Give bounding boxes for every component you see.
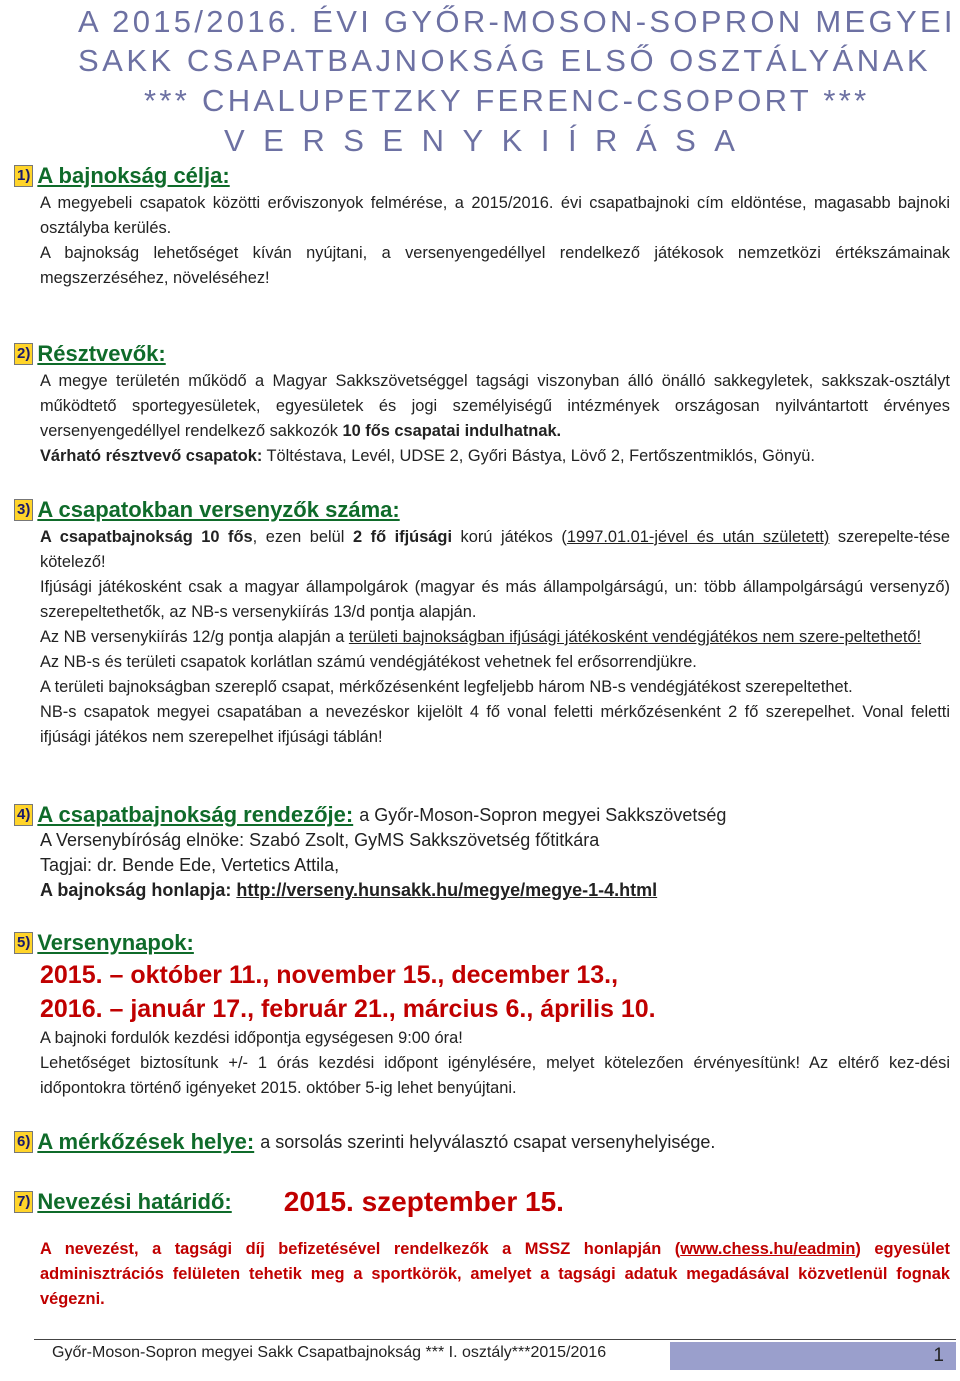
section-number: 6) [14, 1131, 33, 1153]
section-4 [14, 802, 950, 903]
match-dates-2016: 2016. – január 17., február 21., március 6., április 10. [40, 995, 656, 1023]
text: 2 fő ifjúsági [352, 528, 452, 546]
section-7 [14, 1185, 950, 1312]
text: szerepelte-tése kötelező! [40, 528, 950, 571]
section-heading-text: a Győr-Moson-Sopron megyei Sakkszövetség [359, 804, 727, 825]
label: Várható résztvevő csapatok: [40, 447, 263, 465]
section-number: 7) [14, 1191, 33, 1213]
section-heading: A bajnokság célja: [37, 163, 230, 188]
section-1 [14, 163, 950, 291]
deadline-date: 2015. szeptember 15. [283, 1186, 564, 1217]
section-number: 3) [14, 499, 33, 521]
paragraph: A megyebeli csapatok közötti erőviszonyok felmérése, a 2015/2016. évi csapatbajnoki cím eldöntése, magasabb bajnoki osztályba kerülés. [40, 194, 950, 237]
paragraph: NB-s csapatok megyei csapatában a nevezéskor kijelölt 4 fő vonal feletti mérkőzésenként 2 fő szerepelhet. Vonal feletti ifjúsági játékos nem szerepelhet ifjúsági táblán! [40, 703, 950, 746]
paragraph: Az NB-s és területi csapatok korlátlan számú vendégjátékost vehetnek fel erősorrendjükre. [40, 653, 697, 671]
section-number: 1) [14, 165, 33, 187]
section-6 [14, 1129, 950, 1155]
title-line-1: A 2015/2016. ÉVI GYŐR-MOSON-SOPRON MEGYEI [78, 4, 956, 39]
text: , ezen belül [252, 528, 353, 546]
paragraph [40, 625, 950, 650]
section-number: 4) [14, 804, 33, 826]
text: területi bajnokságban ifjúsági játékosként vendégjátékos nem szere-peltethető! [348, 628, 922, 646]
section-heading: Résztvevők: [37, 341, 166, 366]
paragraph: Ifjúsági játékosként csak a magyar állampolgárok (magyar és más állampolgárságú, un: több állampolgárságú versenyző) szerepeltethetők, az NB-s versenykiírás 13/d pontja alapján. [40, 578, 950, 621]
registration-link[interactable]: www.chess.hu/eadmin [680, 1240, 856, 1258]
label: A bajnokság honlapja: [40, 880, 237, 900]
text: A csapatbajnokság 10 fős [40, 528, 253, 546]
website-link[interactable]: http://verseny.hunsakk.hu/megye/megye-1-4.html [236, 880, 658, 900]
match-dates-2015: 2015. – október 11., november 15., december 13., [40, 961, 619, 989]
paragraph [40, 369, 950, 444]
paragraph [40, 444, 950, 469]
page-footer [34, 1339, 956, 1373]
section-heading: Nevezési határidő: [37, 1189, 232, 1214]
section-number: 5) [14, 932, 33, 954]
paragraph: A bajnokság lehetőséget kíván nyújtani, a versenyengedéllyel rendelkező játékosok nemzetközi értékszámainak megszerzéséhez, növeléséhez! [40, 244, 950, 287]
paragraph [40, 525, 950, 575]
paragraph: Tagjai: dr. Bende Ede, Vertetics Attila, [40, 855, 340, 875]
section-number: 2) [14, 343, 33, 365]
title-line-2: SAKK CSAPATBAJNOKSÁG ELSŐ OSZTÁLYÁNAK [78, 43, 932, 78]
paragraph: A Versenybíróság elnöke: Szabó Zsolt, GyMS Sakkszövetség főtitkára [40, 830, 600, 850]
footer-text: Győr-Moson-Sopron megyei Sakk Csapatbajnokság *** I. osztály***2015/2016 [52, 1344, 607, 1361]
title-line-3: *** CHALUPETZKY FERENC-CSOPORT *** [144, 83, 870, 118]
section-heading: A csapatokban versenyzők száma: [37, 497, 400, 522]
paragraph [40, 1237, 950, 1312]
section-heading: Versenynapok: [37, 930, 194, 955]
section-2 [14, 341, 950, 469]
text: Töltéstava, Levél, UDSE 2, Győri Bástya, Lövő 2, Fertőszentmiklós, Gönyü. [262, 447, 815, 465]
paragraph: A bajnoki fordulók kezdési időpontja egységesen 9:00 óra! [40, 1029, 463, 1047]
text: 1997.01.01-jével és után született) [566, 528, 830, 546]
paragraph [40, 878, 950, 903]
text: Az NB versenykiírás 12/g pontja alapján a [40, 628, 349, 646]
section-heading: A csapatbajnokság rendezője: [37, 802, 354, 827]
section-heading: A mérkőzések helye: [37, 1129, 255, 1154]
page-number: 1 [670, 1342, 956, 1370]
text: 10 fős csapatai indulhatnak. [342, 422, 562, 440]
text: A megye területén működő a Magyar Sakkszövetséggel tagsági viszonyban álló önálló sakkegyletek, sakkszak-osztályt működtető sportegyesületek, egyesületek és jogi személyiségű intézmények országosan nyilvántartott érvényes versenyengedéllyel rendelkező sakkozók [40, 372, 950, 440]
section-3 [14, 497, 950, 750]
paragraph: A területi bajnokságban szereplő csapat, mérkőzésenként legfeljebb három NB-s vendégjátékost szerepeltethet. [40, 678, 853, 696]
text: ) egyesület adminisztrációs felületen tehetik meg a sportkörök, amelyet a tagsági adatuk megadásával közvetlenül fognak végezni. [40, 1240, 950, 1308]
text: korú játékos ( [452, 528, 567, 546]
footer-divider [34, 1339, 956, 1340]
section-heading-text: a sorsolás szerinti helyválasztó csapat versenyhelyisége. [260, 1131, 716, 1152]
text: A nevezést, a tagsági díj befizetésével rendelkezők a MSSZ honlapján ( [40, 1240, 681, 1258]
paragraph: Lehetőséget biztosítunk +/- 1 órás kezdési időpont igénylésére, melyet kötelezően érvényesítünk! Az eltérő kez-dési időpontokra történő igényeket 2015. október 5-ig lehet benyújtani. [40, 1054, 950, 1097]
section-5 [14, 930, 950, 1101]
title-line-4: VERSENYKIÍRÁSA [224, 123, 754, 158]
